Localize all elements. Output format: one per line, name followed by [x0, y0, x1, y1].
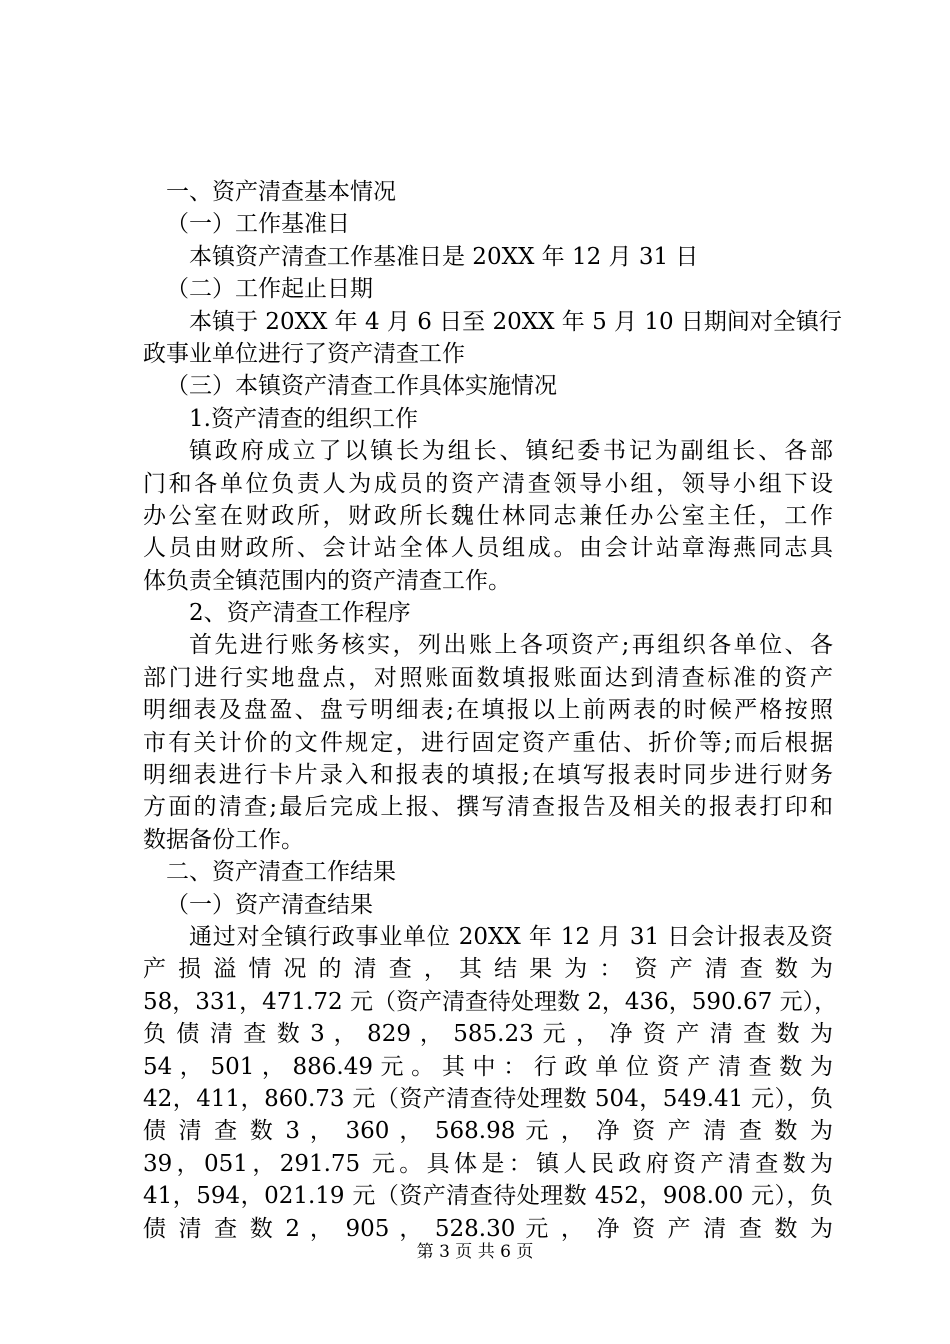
paragraph-line: 42，411，860.73 元（资产清查待处理数 504，549.41 元），负: [143, 1085, 833, 1112]
paragraph-line: 债 清 查 数 2 ， 905 ， 528.30 元 ， 净 资 产 清 查 数 为: [143, 1215, 833, 1242]
paragraph-line: 负 债 清 查 数 3 ， 829 ， 585.23 元 ， 净 资 产 清 查 数 为: [143, 1021, 833, 1048]
subsection-heading: （一）工作基准日: [166, 211, 350, 238]
paragraph-line: 明细表进行卡片录入和报表的填报;在填写报表时同步进行财务: [143, 762, 833, 789]
document-body: [143, 176, 842, 1245]
paragraph-line: 数据备份工作。: [143, 826, 304, 853]
paragraph-line: 部门进行实地盘点，对照账面数填报账面达到清查标准的资产: [143, 664, 833, 691]
paragraph-line: 58，331，471.72 元（资产清查待处理数 2，436，590.67 元），: [143, 988, 838, 1015]
paragraph-line: 办公室在财政所，财政所长魏仕林同志兼任办公室主任，工作: [143, 502, 833, 529]
subsection-heading: （二）工作起止日期: [166, 276, 373, 303]
paragraph-line: 本镇资产清查工作基准日是 20XX 年 12 月 31 日: [189, 243, 699, 270]
subsection-heading: （一）资产清查结果: [166, 891, 373, 918]
paragraph-line: 明细表及盘盈、盘亏明细表;在填报以上前两表的时候严格按照: [143, 697, 833, 724]
paragraph-line: 债 清 查 数 3 ， 360 ， 568.98 元 ， 净 资 产 清 查 数 为: [143, 1118, 833, 1145]
paragraph-line: 人员由财政所、会计站全体人员组成。由会计站章海燕同志具: [143, 535, 833, 562]
paragraph-line: 政事业单位进行了资产清查工作: [143, 340, 465, 367]
paragraph-line: 门和各单位负责人为成员的资产清查领导小组，领导小组下设: [143, 470, 833, 497]
paragraph-line: 首先进行账务核实，列出账上各项资产;再组织各单位、各: [189, 632, 833, 659]
subsection-heading: （三）本镇资产清查工作具体实施情况: [166, 373, 557, 400]
paragraph-line: 39，051，291.75 元。具体是：镇人民政府资产清查数为: [143, 1150, 833, 1177]
section-heading: 一、资产清查基本情况: [166, 179, 396, 205]
paragraph-line: 产 损 溢 情 况 的 清 查 ， 其 结 果 为 ： 资 产 清 查 数 为: [143, 956, 833, 983]
paragraph-line: 54 ， 501 ， 886.49 元 。 其 中 ： 行 政 单 位 资 产 清 查 数 为: [143, 1053, 833, 1080]
subsection-heading: 2、资产清查工作程序: [189, 600, 411, 627]
page-number-footer: 第 3 页 共 6 页: [416, 1242, 534, 1262]
paragraph-line: 体负责全镇范围内的资产清查工作。: [143, 567, 511, 594]
paragraph-line: 本镇于 20XX 年 4 月 6 日至 20XX 年 5 月 10 日期间对全镇行: [189, 308, 842, 335]
paragraph-line: 方面的清查;最后完成上报、撰写清查报告及相关的报表打印和: [143, 794, 833, 821]
paragraph-line: 通过对全镇行政事业单位 20XX 年 12 月 31 日会计报表及资: [189, 923, 833, 950]
subsection-heading: 1.资产清查的组织工作: [189, 405, 418, 432]
section-heading: 二、资产清查工作结果: [166, 859, 396, 886]
paragraph-line: 41，594，021.19 元（资产清查待处理数 452，908.00 元），负: [143, 1183, 833, 1210]
paragraph-line: 市有关计价的文件规定，进行固定资产重估、折价等;而后根据: [143, 729, 833, 756]
paragraph-line: 镇政府成立了以镇长为组长、镇纪委书记为副组长、各部: [189, 438, 833, 465]
